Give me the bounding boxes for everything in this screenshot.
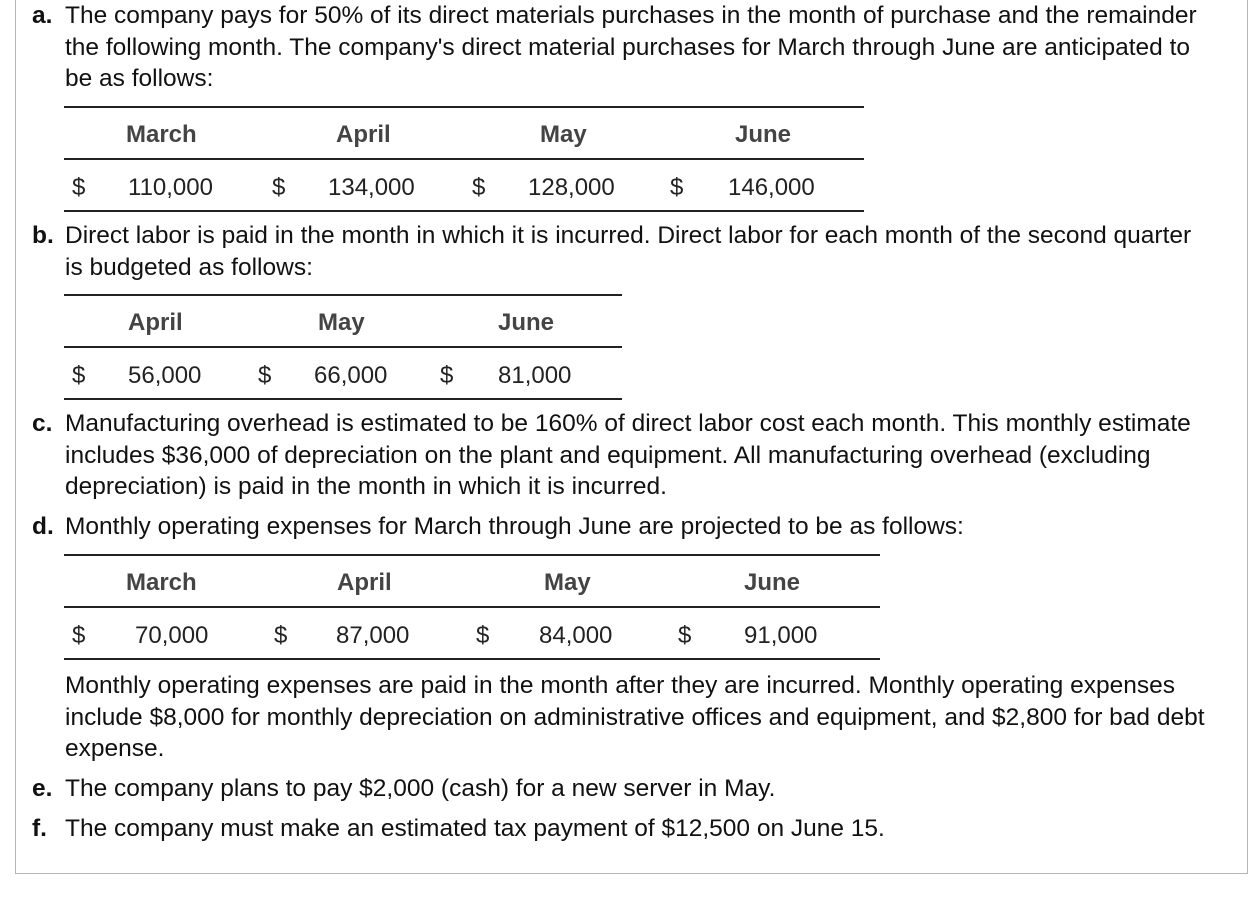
table-header: April — [128, 309, 183, 336]
item-letter: b. — [32, 222, 54, 249]
item-text: Direct labor is paid in the month in which it is incurred. Direct labor for each month of the second quarter is budgeted as follows: — [65, 222, 1192, 281]
table-header-row — [64, 296, 622, 348]
table-header: June — [735, 121, 792, 148]
item-text: The company plans to pay $2,000 (cash) for a new server in May. — [65, 775, 776, 802]
item-text: The company must make an estimated tax payment of $12,500 on June 15. — [65, 815, 885, 842]
table-header: June — [498, 309, 555, 336]
table-row — [64, 160, 864, 212]
table-header-row — [64, 108, 864, 160]
item-e — [32, 773, 1202, 805]
table-header: April — [336, 121, 391, 148]
table-cell: 134,000 — [328, 174, 415, 201]
table-header: May — [544, 569, 591, 596]
table-header: May — [318, 309, 365, 336]
currency-symbol: $ — [72, 622, 86, 649]
table-cell: 84,000 — [539, 622, 613, 649]
materials-table — [64, 106, 864, 212]
item-letter: d. — [32, 513, 54, 540]
table-cell: 91,000 — [744, 622, 818, 649]
item-text: The company pays for 50% of its direct materials purchases in the month of purchase and the remainder the following month. The company's direct material purchases for March through June are anticipated to be as follows: — [65, 2, 1197, 92]
currency-symbol: $ — [440, 362, 454, 389]
table-row — [64, 608, 880, 660]
item-letter: f. — [32, 815, 47, 842]
table-header: April — [337, 569, 392, 596]
table-header: March — [126, 121, 197, 148]
item-letter: c. — [32, 410, 53, 437]
item-text: Manufacturing overhead is estimated to be 160% of direct labor cost each month. This monthly estimate includes $36,000 of depreciation on the plant and equipment. All manufacturing overhead (excluding depreciation) is paid in the month in which it is incurred. — [65, 410, 1191, 500]
currency-symbol: $ — [258, 362, 272, 389]
currency-symbol: $ — [670, 174, 684, 201]
currency-symbol: $ — [72, 362, 86, 389]
table-header: June — [744, 569, 801, 596]
currency-symbol: $ — [472, 174, 486, 201]
item-a — [32, 0, 1202, 95]
currency-symbol: $ — [476, 622, 490, 649]
table-cell: 56,000 — [128, 362, 202, 389]
currency-symbol: $ — [274, 622, 288, 649]
table-cell: 110,000 — [128, 174, 213, 201]
currency-symbol: $ — [272, 174, 286, 201]
item-text: Monthly operating expenses for March through June are projected to be as follows: — [65, 513, 964, 540]
item-d — [32, 511, 1202, 543]
table-header: May — [540, 121, 587, 148]
table-cell: 70,000 — [135, 622, 209, 649]
opex-table — [64, 554, 880, 660]
currency-symbol: $ — [72, 174, 86, 201]
item-letter: a. — [32, 2, 53, 29]
currency-symbol: $ — [678, 622, 692, 649]
table-cell: 81,000 — [498, 362, 572, 389]
table-row — [64, 348, 622, 400]
item-b — [32, 220, 1202, 283]
table-cell: 128,000 — [528, 174, 615, 201]
item-f — [32, 813, 1202, 845]
table-cell: 66,000 — [314, 362, 388, 389]
table-header-row — [64, 556, 880, 608]
table-header: March — [126, 569, 197, 596]
item-letter: e. — [32, 775, 53, 802]
opex-note: Monthly operating expenses are paid in the month after they are incurred. Monthly operating expenses include $8,000 for monthly depreciation on administrative offices and equipment, and $2,800 for bad debt expense. — [65, 672, 1205, 762]
table-cell: 146,000 — [728, 174, 815, 201]
labor-table — [64, 294, 622, 400]
table-cell: 87,000 — [336, 622, 410, 649]
item-c — [32, 408, 1232, 503]
